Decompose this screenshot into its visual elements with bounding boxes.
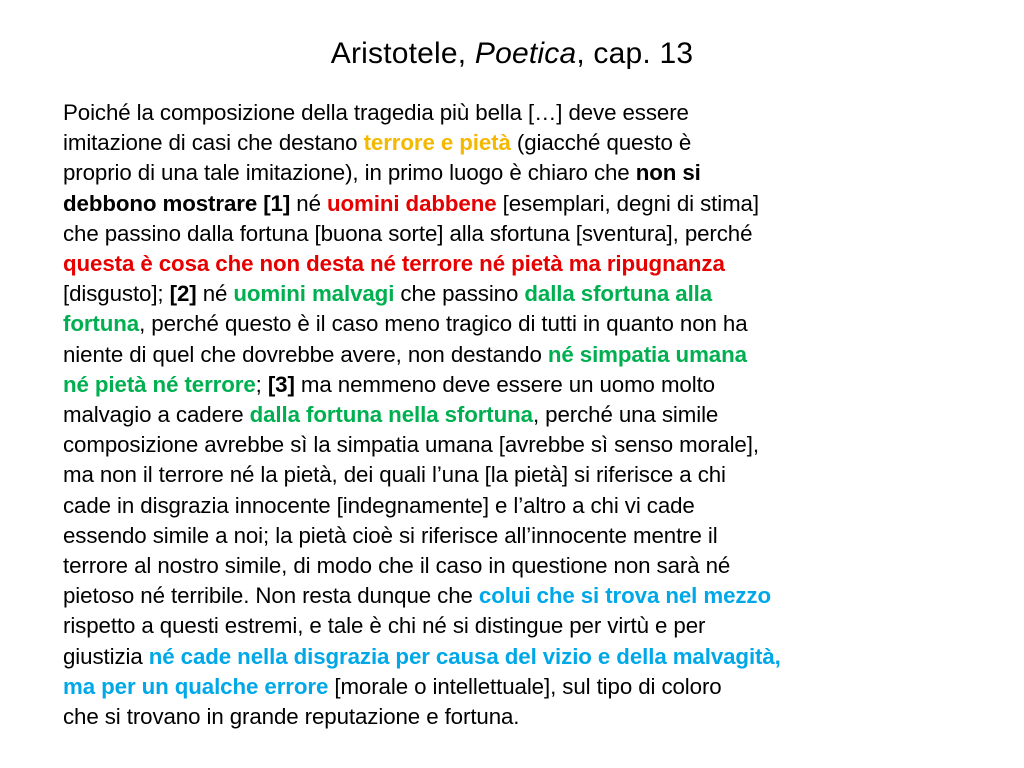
slide-title	[0, 34, 1024, 74]
highlighted-text-bold: debbono mostrare [1]	[63, 190, 291, 216]
text-segment: ma non il terrore né la pietà, dei quali l’una [la pietà] si riferisce a chi	[63, 462, 726, 488]
highlighted-text-red: questa è cosa che non desta né terrore né pietà ma ripugnanza	[63, 251, 725, 277]
highlighted-text-blue: ma per un qualche errore	[63, 673, 329, 699]
highlighted-text-bold: non si	[635, 160, 701, 186]
highlighted-text-green: né pietà né terrore	[63, 371, 256, 397]
text-line	[63, 551, 968, 581]
text-segment: imitazione di casi che destano	[63, 130, 364, 156]
highlighted-text-red: uomini dabbene	[326, 190, 497, 216]
text-segment: , perché questo è il caso meno tragico di tutti in quanto non ha	[139, 311, 748, 337]
highlighted-text-bold: [3]	[267, 371, 295, 397]
title-work: Poetica	[474, 37, 577, 70]
text-line	[63, 430, 968, 460]
text-segment: pietoso né terribile. Non resta dunque che	[63, 583, 479, 609]
text-line	[63, 460, 968, 490]
text-segment: cade in disgrazia innocente [indegnamente] e l’altro a chi vi cade	[63, 492, 695, 518]
text-line	[63, 521, 968, 551]
highlighted-text-green: dalla fortuna nella sfortuna	[249, 402, 533, 428]
text-segment: [morale o intellettuale], sul tipo di coloro	[328, 673, 722, 699]
text-line	[63, 340, 968, 370]
text-segment: composizione avrebbe sì la simpatia umana [avrebbe sì senso morale],	[63, 432, 759, 458]
quote-body	[63, 98, 968, 732]
text-line	[63, 189, 968, 219]
text-line	[63, 309, 968, 339]
text-segment: essendo simile a noi; la pietà cioè si riferisce all’innocente mentre il	[63, 522, 718, 548]
text-line	[63, 128, 968, 158]
text-line	[63, 400, 968, 430]
text-segment: che si trovano in grande reputazione e fortuna.	[63, 704, 520, 730]
text-segment: che passino	[394, 281, 525, 307]
text-segment: giustizia	[63, 643, 149, 669]
text-segment: né	[196, 281, 234, 307]
text-segment: , perché una simile	[532, 402, 719, 428]
highlighted-text-green: uomini malvagi	[233, 281, 395, 307]
text-segment: malvagio a cadere	[63, 402, 250, 428]
text-line	[63, 249, 968, 279]
title-prefix: Aristotele,	[330, 37, 475, 70]
text-line	[63, 611, 968, 641]
text-line	[63, 158, 968, 188]
text-line	[63, 98, 968, 128]
text-segment: (giacché questo è	[510, 130, 692, 156]
text-line	[63, 702, 968, 732]
text-segment: niente di quel che dovrebbe avere, non destando	[63, 341, 548, 367]
text-segment: ma nemmeno deve essere un uomo molto	[294, 371, 715, 397]
highlighted-text-green: fortuna	[63, 311, 140, 337]
highlighted-text-yellow: terrore e pietà	[363, 130, 511, 156]
text-segment: né	[290, 190, 327, 216]
text-line	[63, 581, 968, 611]
text-segment: [esemplari, degni di stima]	[496, 190, 759, 216]
text-line	[63, 491, 968, 521]
title-suffix: , cap. 13	[576, 37, 694, 70]
text-line	[63, 672, 968, 702]
text-segment: rispetto a questi estremi, e tale è chi né si distingue per virtù e per	[63, 613, 706, 639]
highlighted-text-blue: colui che si trova nel mezzo	[478, 583, 771, 609]
highlighted-text-blue: né cade nella disgrazia per causa del vizio e della malvagità,	[148, 643, 781, 669]
text-segment: ;	[255, 371, 268, 397]
text-line	[63, 642, 968, 672]
text-segment: [disgusto];	[63, 281, 170, 307]
highlighted-text-green: né simpatia umana	[547, 341, 747, 367]
text-line	[63, 279, 968, 309]
text-segment: che passino dalla fortuna [buona sorte] alla sfortuna [sventura], perché	[63, 220, 753, 246]
text-segment: terrore al nostro simile, di modo che il caso in questione non sarà né	[63, 553, 731, 579]
text-line	[63, 219, 968, 249]
highlighted-text-bold: [2]	[169, 281, 197, 307]
highlighted-text-green: dalla sfortuna alla	[524, 281, 713, 307]
text-line	[63, 370, 968, 400]
text-segment: Poiché la composizione della tragedia più bella […] deve essere	[63, 100, 689, 125]
text-segment: proprio di una tale imitazione), in primo luogo è chiaro che	[63, 160, 636, 186]
